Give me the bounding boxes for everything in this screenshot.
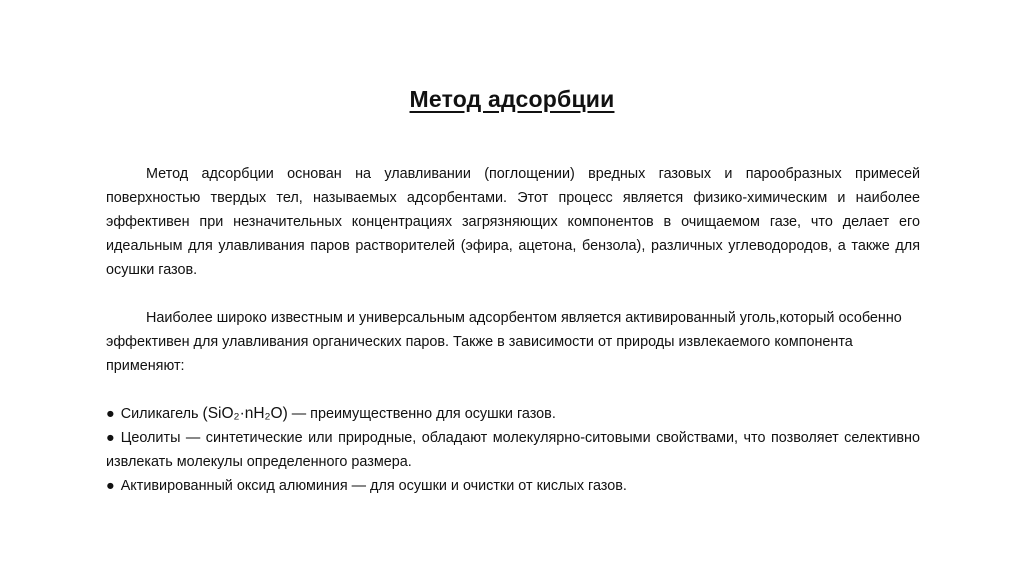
paragraph-gap	[106, 378, 920, 402]
bullet-text: Цеолиты — синтетические или природные, обладают молекулярно-ситовыми свойствами, что позволяет селективно извлекать молекулы определенного размера.	[106, 430, 920, 470]
chemical-formula: (SiO₂·nH₂O)	[202, 405, 288, 422]
bullet-text: Активированный оксид алюминия — для осушки и очистки от кислых газов.	[120, 478, 627, 494]
bullet-marker: ●	[106, 406, 115, 422]
bullet-item-zeolites	[106, 426, 920, 474]
slide-body	[106, 162, 920, 498]
bullet-marker: ●	[106, 430, 115, 446]
bullet-rest-text: — преимущественно для осушки газов.	[287, 406, 556, 422]
bullet-marker: ●	[106, 478, 115, 494]
bullet-item-alumina	[106, 474, 920, 498]
bullet-item-silica-gel	[106, 402, 920, 426]
bullet-lead-text: Силикагель	[120, 406, 203, 422]
paragraph-gap	[106, 282, 920, 306]
paragraph-intro: Метод адсорбции основан на улавливании (поглощении) вредных газовых и парообразных примесей поверхностью твердых тел, называемых адсорбентами. Этот процесс является физико-химическим и наиболее эффективен при незначительных концентрациях загрязняющих компонентов в очищаемом газе, что делает его идеальным для улавливания паров растворителей (эфира, ацетона, бензола), различных углеводородов, а также для осушки газов.	[106, 166, 920, 278]
paragraph-adsorbents: Наиболее широко известным и универсальным адсорбентом является активированный уголь,который особенно эффективен для улавливания органических паров. Также в зависимости от природы извлекаемого компонента применяют:	[106, 310, 902, 374]
slide-title: Метод адсорбции	[409, 86, 615, 112]
